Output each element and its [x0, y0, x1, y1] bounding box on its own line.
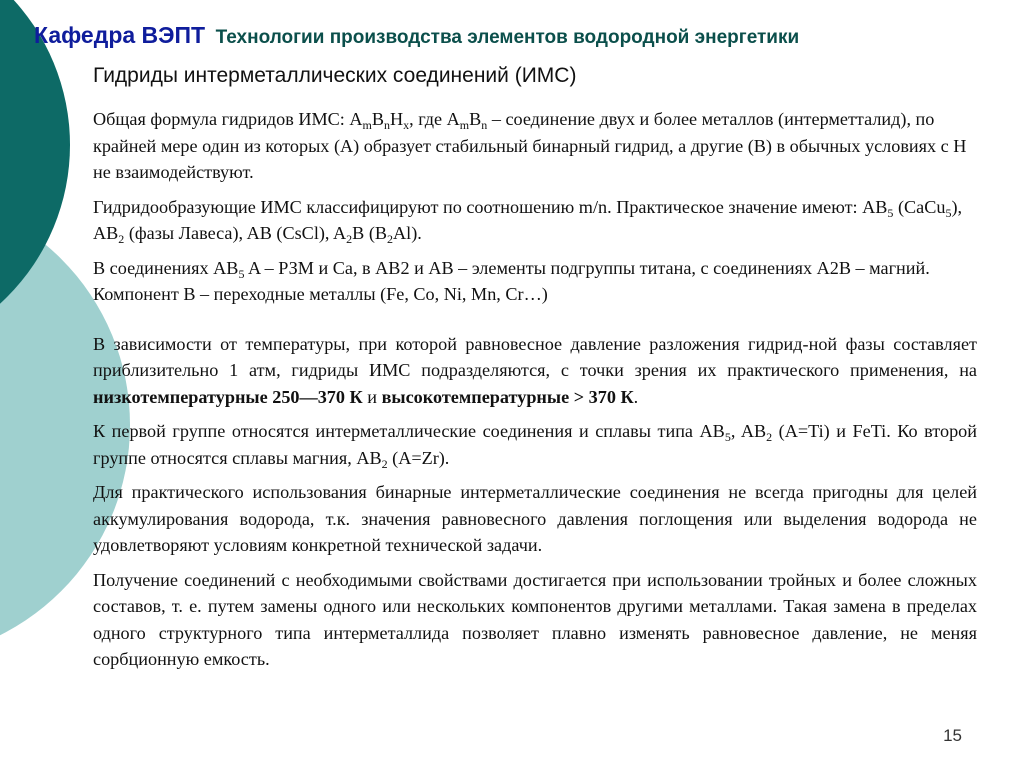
- paragraph-groups: К первой группе относятся интерметаллические соединения и сплавы типа $AB_5$, $AB_2$ (A=Ti) и FeTi. Ко второй группе относятся сплавы магния, $AB_2$ (A=Zr).: [93, 421, 977, 471]
- paragraph-binary-limits: Для практического использования бинарные интерметаллические соединения не всегда пригодны для целей аккумулирования водорода, т.к. значения равновесного давления поглощения или выделения водорода не удовлетворяют условиям конкретной технической задачи.: [93, 482, 977, 555]
- course-title: Технологии производства элементов водородной энергетики: [215, 27, 800, 48]
- slide-subtitle: Гидриды интерметаллических соединений (ИМС): [93, 64, 577, 87]
- paragraph-ternary: Получение соединений с необходимыми свойствами достигается при использовании тройных и более сложных составов, т. е. путем замены одного или нескольких компонентов другими металлами. Такая замена в пределах одного структурного типа интерметаллида позволяет плавно изменять равновесное давление, не меняя сорбционную емкость.: [93, 569, 977, 669]
- paragraph-components: В соединениях $AB_5$ A – РЗМ и Ca, в AB2 и AB – элементы подгруппы титана, с соединениях A2B – магний. Компонент B – переходные металлы (Fe, Co, Ni, Mn, Cr…): [93, 257, 930, 304]
- slide-header: [34, 22, 799, 49]
- department-title: Кафедра ВЭПТ: [34, 22, 206, 48]
- paragraph-general-formula: Общая формула гидридов ИМС: $A_mB_nH_x$, где $A_mB_n$ – соединение двух и более металлов (интерметталид), по крайней мере один из которых (A) образует стабильный бинарный гидрид, а другие (B) в обычных условиях с H не взаимодействуют.: [93, 109, 967, 182]
- paragraph-temperature: В зависимости от температуры, при которой равновесное давление разложения гидрид-ной фазы составляет приблизительно 1 атм, гидриды ИМС подразделяются, с точки зрения их практического применения, на низкотемпературные 250—370 К и высокотемпературные > 370 К.: [93, 333, 977, 407]
- paragraph-classification: Гидридообразующие ИМС классифицируют по соотношению m/n. Практическое значение имеют: $AB_5$ (CaCu$_5$), $AB_2$ (фазы Лавеса), AB (CsCl), $A_2B$ $(B_2Al)$.: [93, 196, 963, 246]
- page-number: 15: [943, 726, 962, 745]
- slide-body: [93, 106, 977, 681]
